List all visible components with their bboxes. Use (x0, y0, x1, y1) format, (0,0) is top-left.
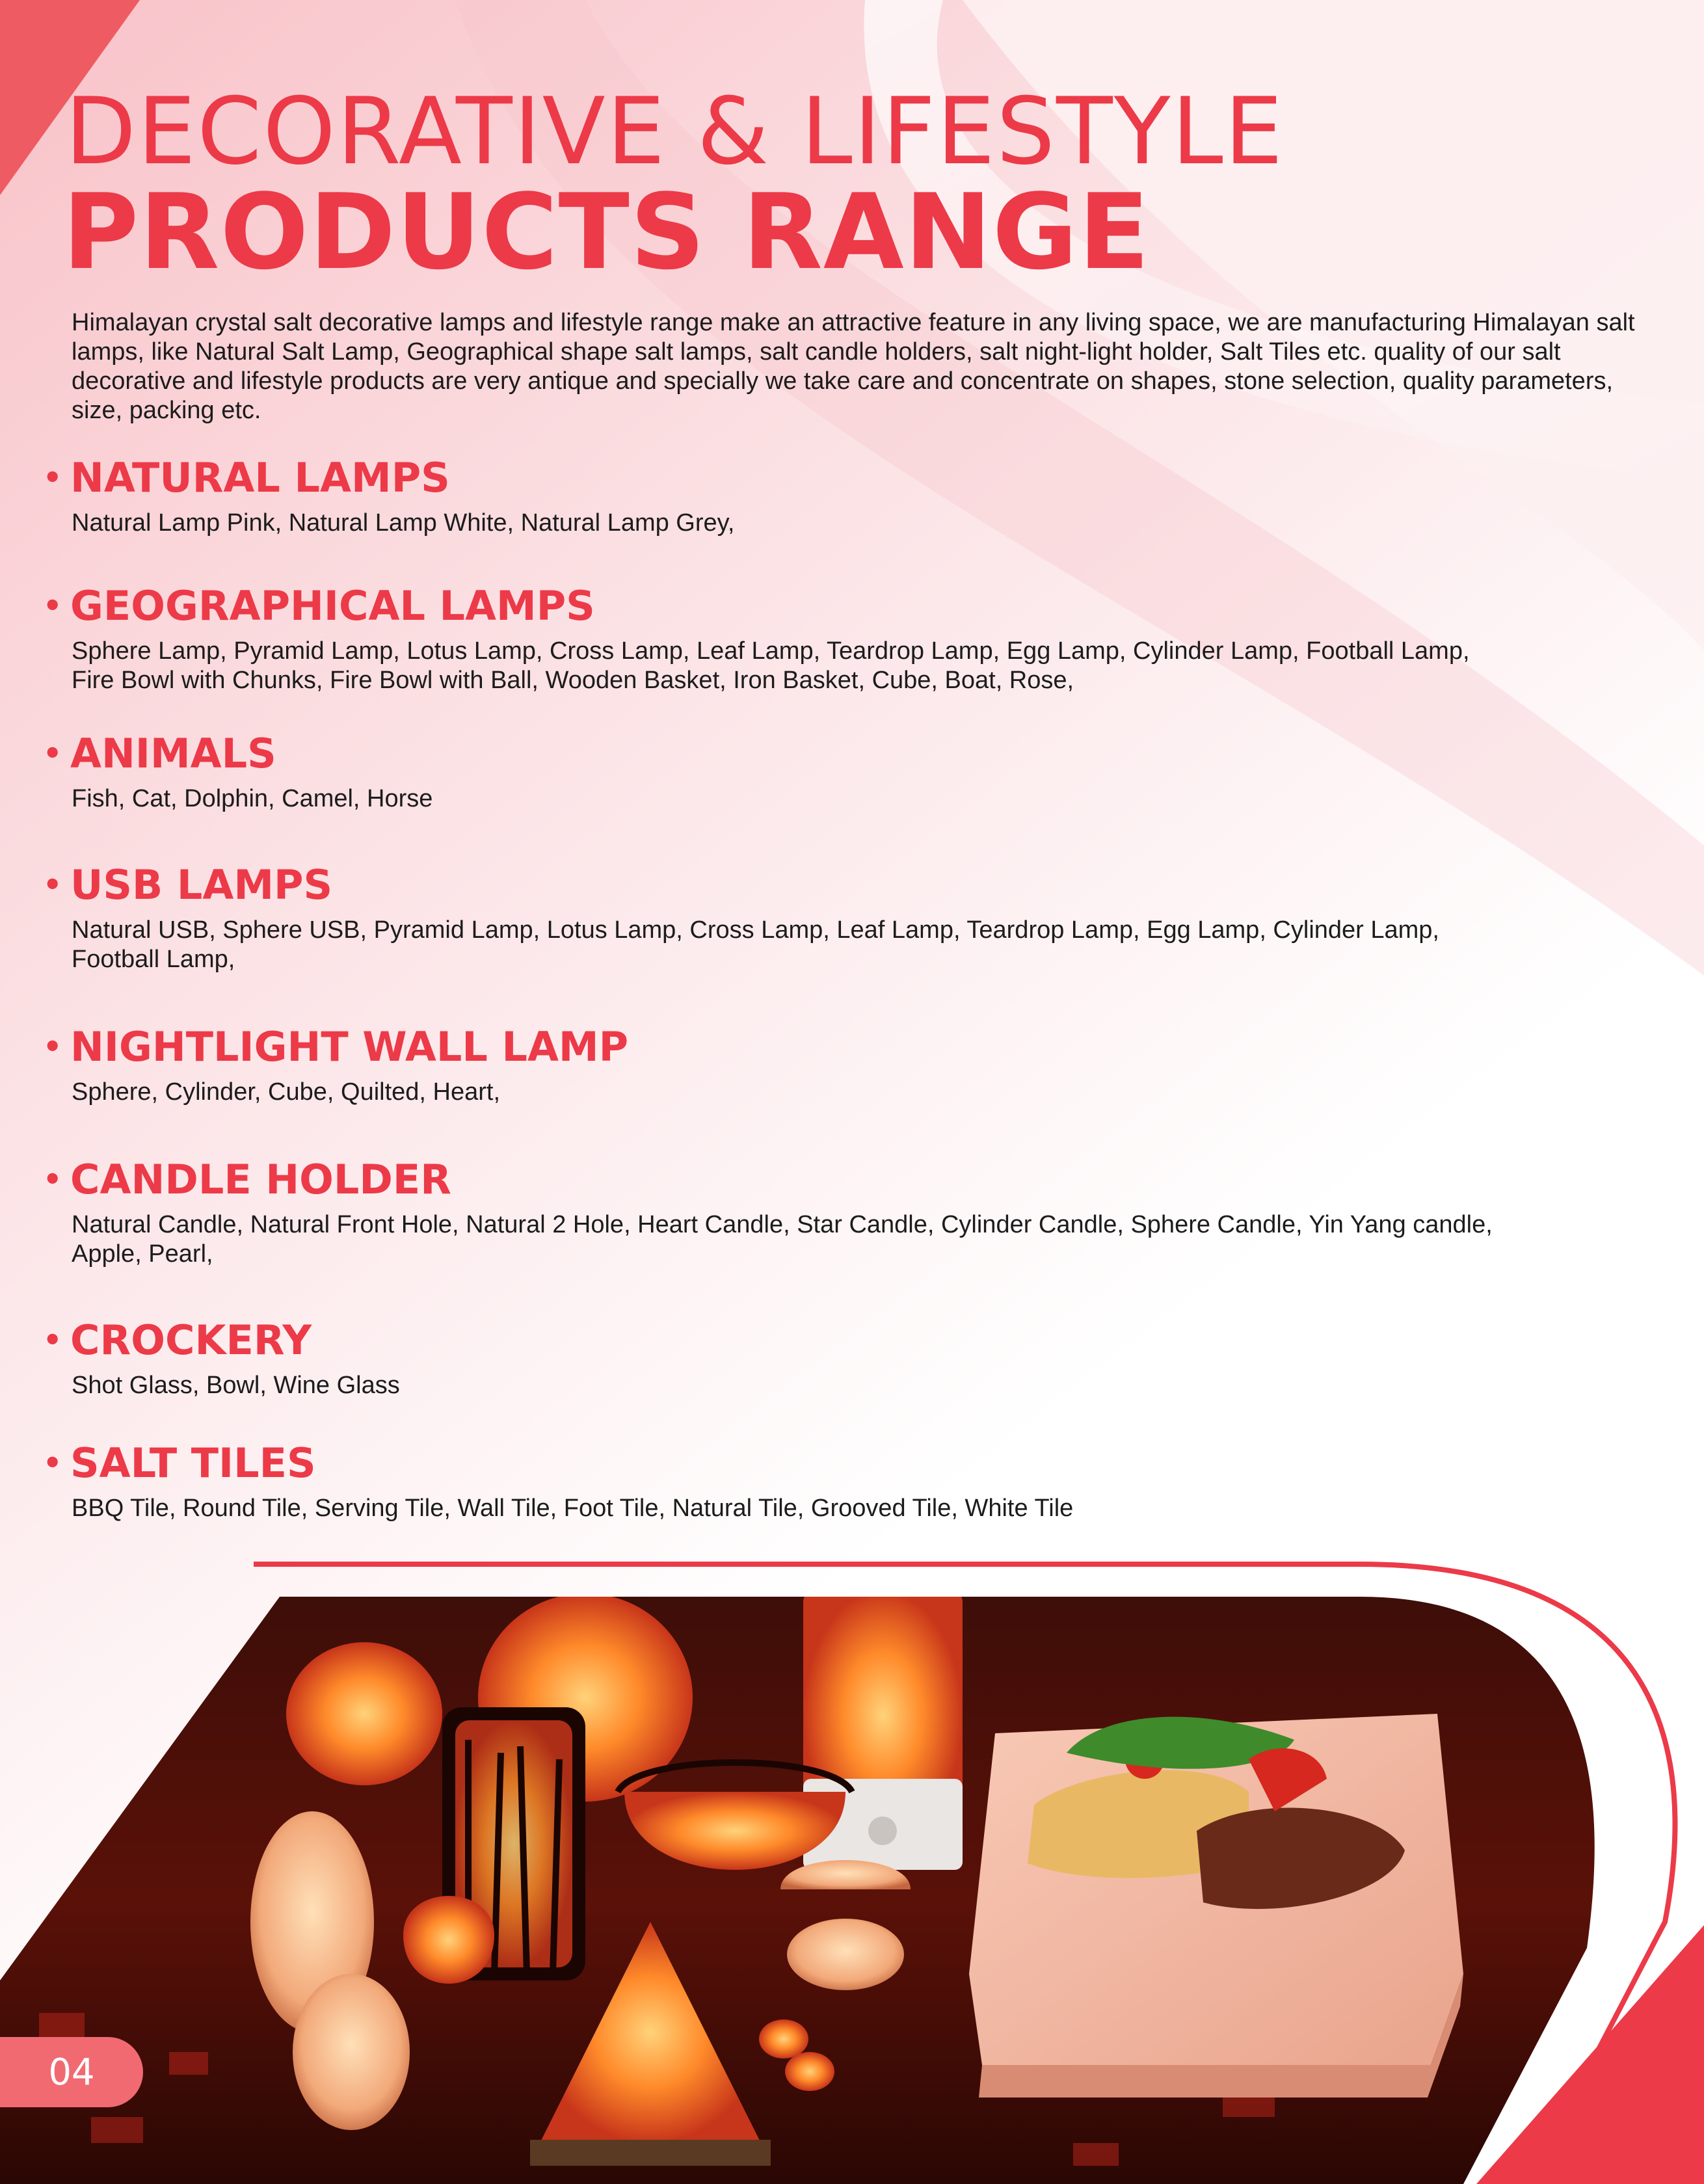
section-geographical-lamps (43, 581, 1643, 695)
section-usb-lamps (43, 860, 1643, 974)
bullet-icon: • (43, 588, 62, 623)
bullet-icon: • (43, 1029, 62, 1064)
section-items: Sphere, Cylinder, Cube, Quilted, Heart, (72, 1078, 501, 1106)
section-crockery (43, 1316, 1643, 1400)
section-title: CROCKERY (70, 1316, 312, 1364)
section-title: GEOGRAPHICAL LAMPS (70, 582, 595, 630)
section-items: Natural Candle, Natural Front Hole, Natural 2 Hole, Heart Candle, Star Candle, Cylinder Candle, Sphere Candle, Yin Yang candle, Apple, Pearl, (72, 1211, 1493, 1268)
bullet-icon: • (43, 867, 62, 902)
section-title: CANDLE HOLDER (70, 1156, 451, 1203)
page-title-line2: PRODUCTS RANGE (62, 171, 1151, 293)
page-number-badge: 04 (0, 2037, 143, 2107)
section-title: SALT TILES (70, 1439, 316, 1487)
section-title: NIGHTLIGHT WALL LAMP (70, 1023, 629, 1071)
product-photo-banner (0, 1558, 1704, 2184)
section-salt-tiles (43, 1439, 1643, 1523)
section-items: BBQ Tile, Round Tile, Serving Tile, Wall Tile, Foot Tile, Natural Tile, Grooved Tile, White Tile (72, 1495, 1074, 1522)
section-candle-holder (43, 1155, 1643, 1269)
section-natural-lamps (43, 453, 1643, 538)
section-items: Natural Lamp Pink, Natural Lamp White, Natural Lamp Grey, (72, 509, 735, 537)
bullet-icon: • (43, 736, 62, 771)
section-items: Natural USB, Sphere USB, Pyramid Lamp, Lotus Lamp, Cross Lamp, Leaf Lamp, Teardrop Lamp, Egg Lamp, Cylinder Lamp, Football Lamp, (72, 916, 1439, 973)
bullet-icon: • (43, 1322, 62, 1357)
section-nightlight-wall-lamp (43, 1022, 1643, 1107)
section-title: NATURAL LAMPS (70, 454, 450, 501)
page-title-line1: DECORATIVE & LIFESTYLE (65, 78, 1285, 185)
section-title: USB LAMPS (70, 861, 333, 909)
intro-paragraph: Himalayan crystal salt decorative lamps and lifestyle range make an attractive feature in any living space, we are manufacturing Himalayan salt lamps, like Natural Salt Lamp, Geographical shape salt lamps, salt candle holders, salt night-light holder, Salt Tiles etc. quality of our salt decorative and lifestyle products are very antique and specially we take care and concentrate on shapes, stone selection, quality parameters, size, packing etc. (72, 309, 1635, 424)
section-items: Fish, Cat, Dolphin, Camel, Horse (72, 785, 433, 812)
bullet-icon: • (43, 1162, 62, 1197)
section-title: ANIMALS (70, 730, 276, 777)
section-items: Sphere Lamp, Pyramid Lamp, Lotus Lamp, Cross Lamp, Leaf Lamp, Teardrop Lamp, Egg Lamp, Cylinder Lamp, Football Lamp, Fire Bowl with Chunks, Fire Bowl with Ball, Wooden Basket, Iron Basket, Cube, Boat, Rose, (72, 637, 1470, 694)
section-animals (43, 729, 1643, 814)
section-items: Shot Glass, Bowl, Wine Glass (72, 1372, 400, 1399)
bullet-icon: • (43, 460, 62, 495)
bullet-icon: • (43, 1445, 62, 1480)
